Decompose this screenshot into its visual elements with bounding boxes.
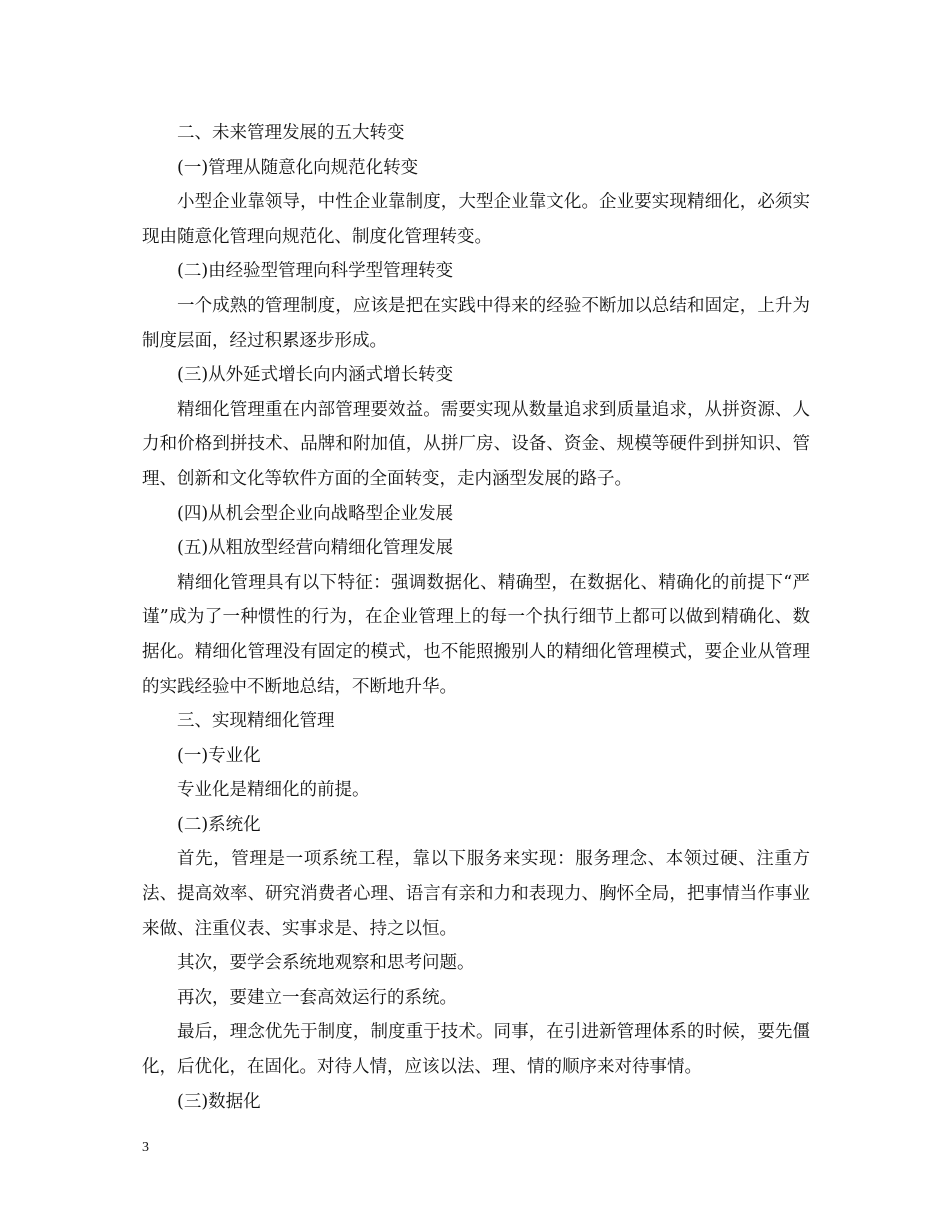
subheading-3-2: (二)系统化 xyxy=(177,814,261,835)
paragraph: 小型企业靠领导，中性企业靠制度，大型企业靠文化。企业要实现精细化，必须实现由随意化管理向规范化、制度化管理转变。 xyxy=(142,192,810,247)
subheading-3-3: (三)数据化 xyxy=(177,1091,261,1112)
paragraph: 最后，理念优先于制度，制度重于技术。同事，在引进新管理体系的时候，要先僵化，后优化，在固化。对待人情，应该以法、理、情的顺序来对待事情。 xyxy=(142,1022,810,1078)
subheading-2-4: (四)从机会型企业向战略型企业发展 xyxy=(177,503,454,524)
paragraph: 首先，管理是一项系统工程，靠以下服务来实现：服务理念、本领过硬、注重方法、提高效率、研究消费者心理、语言有亲和力和表现力、胸怀全局，把事情当作事业来做、注重仪表、实事求是、持之以恒。 xyxy=(142,849,810,939)
paragraph: 精细化管理具有以下特征：强调数据化、精确型，在数据化、精确化的前提下“严谨”成为了一种惯性的行为，在企业管理上的每一个执行细节上都可以做到精确化、数据化。精细化管理没有固定的模式，也不能照搬别人的精细化管理模式，要企业从管理的实践经验中不断地总结，不断地升华。 xyxy=(142,572,810,697)
page-number: 3 xyxy=(142,1140,149,1155)
subheading-3-1: (一)专业化 xyxy=(177,745,261,766)
paragraph: 一个成熟的管理制度，应该是把在实践中得来的经验不断加以总结和固定，上升为制度层面，经过积累逐步形成。 xyxy=(142,295,810,351)
heading-section-3: 三、实现精细化管理 xyxy=(177,711,335,732)
heading-section-2: 二、未来管理发展的五大转变 xyxy=(177,123,405,143)
paragraph: 再次，要建立一套高效运行的系统。 xyxy=(177,987,457,1008)
subheading-2-5: (五)从粗放型经营向精细化管理发展 xyxy=(177,538,454,559)
paragraph: 专业化是精细化的前提。 xyxy=(177,780,370,801)
paragraph: 其次，要学会系统地观察和思考问题。 xyxy=(177,953,475,974)
subheading-2-3: (三)从外延式增长向内涵式增长转变 xyxy=(177,365,454,386)
subheading-2-2: (二)由经验型管理向科学型管理转变 xyxy=(177,261,454,282)
subheading-2-1: (一)管理从随意化向规范化转变 xyxy=(177,157,419,178)
paragraph: 精细化管理重在内部管理要效益。需要实现从数量追求到质量追求，从拼资源、人力和价格到拼技术、品牌和附加值，从拼厂房、设备、资金、规模等硬件到拼知识、管理、创新和文化等软件方面的全面转变，走内涵型发展的路子。 xyxy=(142,399,810,489)
document-body xyxy=(142,116,810,1119)
